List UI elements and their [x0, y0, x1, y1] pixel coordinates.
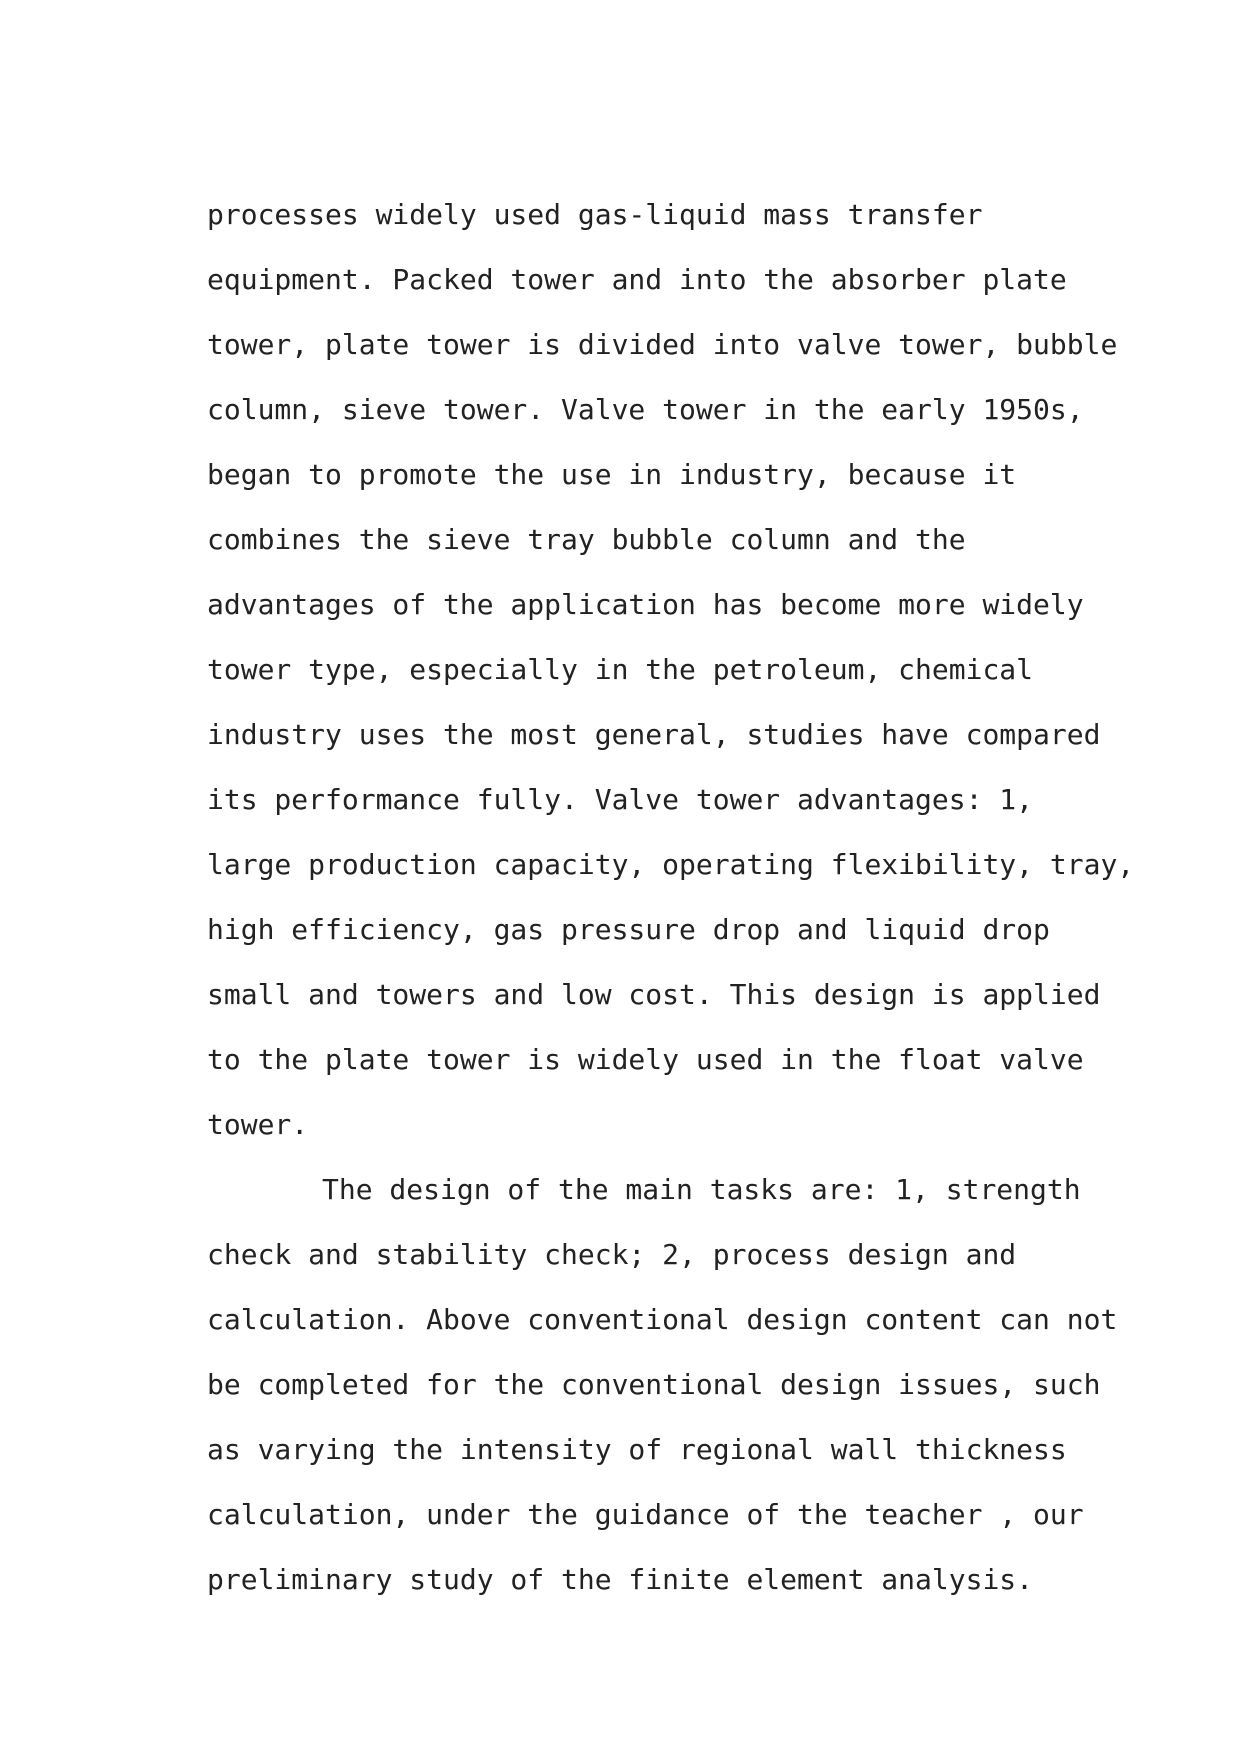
text-line: its performance fully. Valve tower advantages: 1, [207, 783, 1034, 816]
text-line: calculation, under the guidance of the teacher , our [207, 1498, 1084, 1531]
text-line: tower, plate tower is divided into valve tower, bubble [207, 328, 1118, 361]
text-line: be completed for the conventional design issues, such [207, 1368, 1101, 1401]
paragraph-1 [207, 182, 1147, 1157]
text-line: equipment. Packed tower and into the absorber plate [207, 263, 1067, 296]
text-line: combines the sieve tray bubble column and the [207, 523, 966, 556]
text-line: processes widely used gas-liquid mass transfer [207, 198, 983, 231]
text-line: high efficiency, gas pressure drop and liquid drop [207, 913, 1050, 946]
body-text [207, 182, 1147, 1612]
text-line: small and towers and low cost. This design is applied [207, 978, 1101, 1011]
paragraph-2 [207, 1157, 1147, 1612]
text-line: began to promote the use in industry, because it [207, 458, 1017, 491]
text-line: calculation. Above conventional design content can not [207, 1303, 1118, 1336]
text-line: check and stability check; 2, process design and [207, 1238, 1017, 1271]
text-line: advantages of the application has become more widely [207, 588, 1084, 621]
text-line: large production capacity, operating flexibility, tray, [207, 848, 1135, 881]
text-line: tower type, especially in the petroleum, chemical [207, 653, 1034, 686]
text-line: preliminary study of the finite element analysis. [207, 1563, 1034, 1596]
text-line: industry uses the most general, studies have compared [207, 718, 1101, 751]
text-line: The design of the main tasks are: 1, strength [322, 1173, 1081, 1206]
text-line: to the plate tower is widely used in the float valve [207, 1043, 1084, 1076]
text-line: column, sieve tower. Valve tower in the early 1950s, [207, 393, 1084, 426]
text-line: as varying the intensity of regional wall thickness [207, 1433, 1067, 1466]
text-line: tower. [207, 1108, 309, 1141]
